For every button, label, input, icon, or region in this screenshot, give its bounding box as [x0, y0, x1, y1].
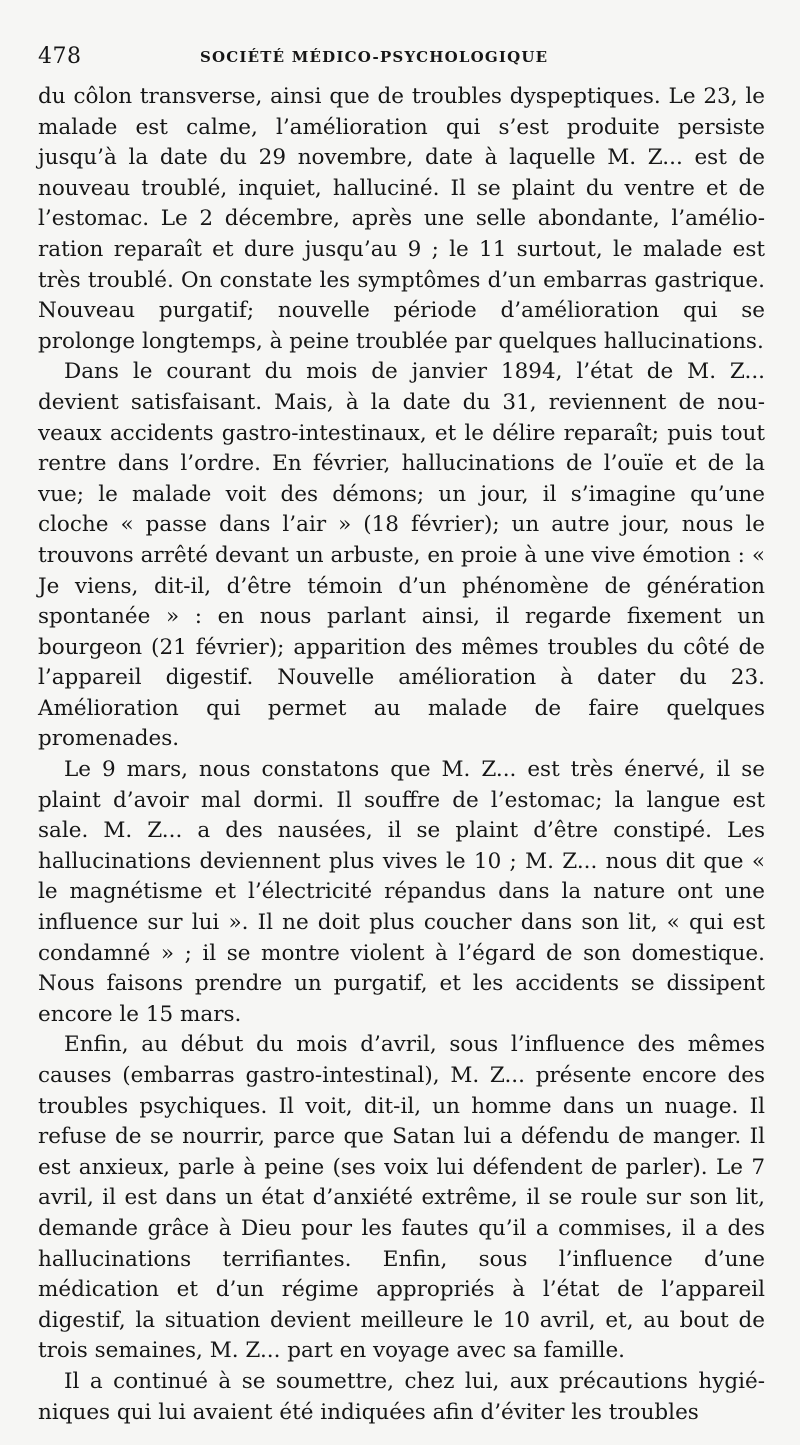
paragraph-april: Enfin, au début du mois d’avril, sous l’influence des mêmes causes (embarras gastro-intestinal), M. Z... présente encore des troubles psychiques. Il voit, dit-il, un homme dans un nuage. Il refuse de se nourrir, parce que Satan lui a défendu de manger. Il est anxieux, parle à peine (ses voix lui défendent de parler). Le 7 avril, il est dans un état d’anxiété extrême, il se roule sur son lit, demande grâce à Dieu pour les fautes qu’il a commises, il a des hallucinations terrifiantes. Enfin, sous l’influence d’une médication et d’un régime appropriés à l’état de l’appareil digestif, la situation devient meilleure le 10 avril, et, au bout de trois semaines, M. Z... part en voyage avec sa famille. [38, 1032, 765, 1364]
paragraph-closing: Il a continué à se soumettre, chez lui, aux précautions hygiéniques qui lui avaient été indiquées afin d’éviter les troubles [38, 1368, 765, 1425]
paragraph-january: Dans le courant du mois de janvier 1894, l’état de M. Z... devient satisfaisant. Mais, à la date du 31, reviennent de nouveaux accidents gastro-intestinaux, et le délire reparaît; puis tout rentre dans l’ordre. En février, hallucinations de l’ouïe et de la vue; le malade voit des démons; un jour, il s’imagine qu’une cloche « passe dans l’air » (18 février); un autre jour, nous le trouvons arrêté devant un arbuste, en proie à une vive émotion : « Je viens, dit-il, d’être témoin d’un phénomène de génération spontanée » : en nous parlant ainsi, il regarde fixement un bourgeon (21 février); apparition des mêmes troubles du côté de l’appareil digestif. Nouvelle amélioration à dater du 23. Amélioration qui permet au malade de faire quelques promenades. [38, 359, 765, 752]
paragraph-march: Le 9 mars, nous constatons que M. Z... est très énervé, il se plaint d’avoir mal dormi. Il souffre de l’estomac; la langue est sale. M. Z... a des nausées, il se plaint d’être constipé. Les hallucinations deviennent plus vives le 10 ; M. Z... nous dit que « le magnétisme et l’électricité répandus dans la nature ont une influence sur lui ». Il ne doit plus coucher dans son lit, « qui est condamné » ; il se montre violent à l’égard de son domestique. Nous faisons prendre un purgatif, et les accidents se dissipent encore le 15 mars. [38, 757, 765, 1027]
paragraph-continuation: du côlon transverse, ainsi que de troubles dyspeptiques. Le 23, le malade est calme, l’amélioration qui s’est produite persiste jusqu’à la date du 29 novembre, date à laquelle M. Z... est de nouveau troublé, inquiet, halluciné. Il se plaint du ventre et de l’estomac. Le 2 décembre, après une selle abondante, l’amélioration reparaît et dure jusqu’au 9 ; le 11 surtout, le malade est très troublé. On constate les symptômes d’un embarras gastrique. Nouveau purgatif; nouvelle période d’amélioration qui se prolonge longtemps, à peine troublée par quelques hallucinations. [38, 84, 765, 354]
running-head [38, 44, 764, 74]
body-text [38, 82, 765, 1428]
page-number: 478 [38, 44, 82, 69]
journal-title: SOCIÉTÉ MÉDICO-PSYCHOLOGIQUE [200, 48, 549, 66]
